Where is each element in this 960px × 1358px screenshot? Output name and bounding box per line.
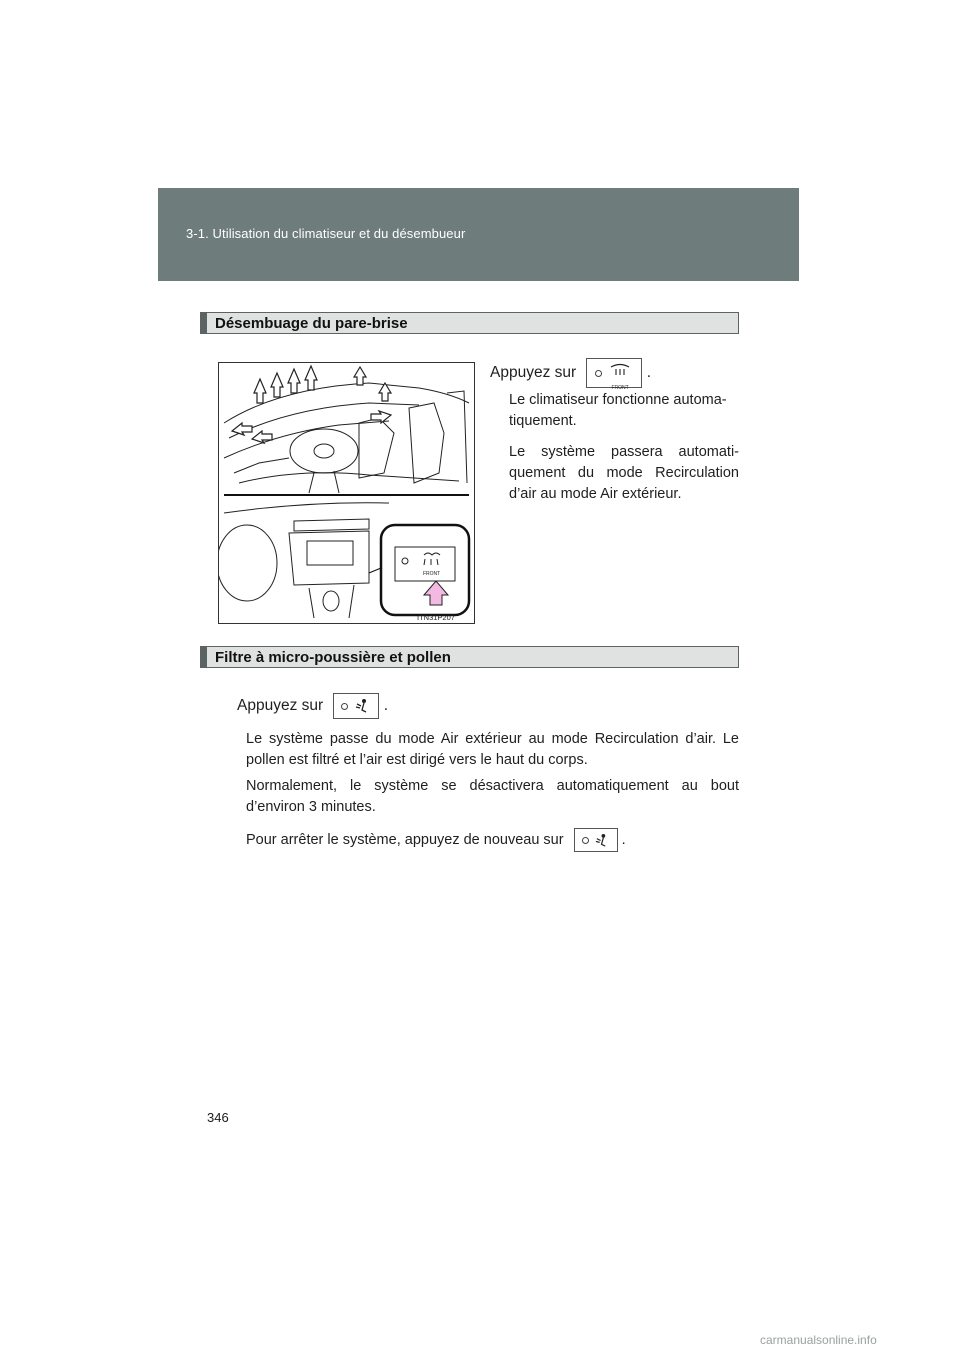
front-defroster-button (586, 358, 642, 391)
defog-paragraph-1 (509, 390, 739, 432)
pollen-filter-button (333, 693, 379, 719)
section-title-defog: Désembuage du pare-brise (215, 315, 408, 332)
indicator-light-icon (341, 703, 348, 710)
defog-paragraph-1-line-1: Le climatiseur fonctionne automa- (509, 392, 727, 408)
breadcrumb: 3-1. Utilisation du climatiseur et du désembueur (186, 226, 466, 241)
windshield-defrost-icon (609, 363, 631, 379)
pollen-paragraph-3 (246, 828, 739, 852)
pollen-paragraph-2-line-1: Normalement, le système se désactivera automatiquement au bout (246, 778, 739, 794)
pollen-paragraph-1 (246, 729, 739, 771)
dashboard-illustration (218, 362, 475, 624)
pollen-paragraph-3-suffix: . (621, 831, 626, 848)
defog-instruction-prefix: Appuyez sur (490, 364, 577, 382)
pollen-paragraph-1-line-1: Le système passe du mode Air extérieur au mode Recirculation d’air. Le (246, 731, 739, 747)
indicator-light-icon (595, 370, 602, 377)
page-number: 346 (207, 1110, 229, 1125)
defog-paragraph-2 (509, 442, 739, 505)
pollen-paragraph-2 (246, 776, 739, 818)
section-title-pollen: Filtre à micro-poussière et pollen (215, 649, 451, 666)
defog-instruction-suffix: . (646, 364, 652, 382)
section-bar-tab (201, 647, 207, 667)
chapter-header (158, 188, 799, 281)
dashboard-illustration-drawing (219, 363, 474, 623)
defog-instruction (490, 358, 652, 391)
upper-body-airflow-icon (594, 833, 609, 848)
defog-paragraph-2-line-3: d’air au mode Air extérieur. (509, 486, 682, 502)
pollen-instruction-prefix: Appuyez sur (237, 697, 324, 715)
watermark: carmanualsonline.info (760, 1333, 877, 1347)
section-title-bar-pollen (200, 646, 739, 668)
pollen-filter-button-inline (574, 828, 618, 852)
pollen-paragraph-3-prefix: Pour arrêter le système, appuyez de nouveau sur (246, 831, 564, 848)
figure-code: ITN31P207 (417, 613, 455, 622)
section-bar-tab (201, 313, 207, 333)
defog-paragraph-2-line-2: quement du mode Recirculation (509, 465, 739, 481)
pollen-paragraph-2-line-2: d’environ 3 minutes. (246, 799, 376, 815)
section-title-bar-defog (200, 312, 739, 334)
upper-body-airflow-icon (354, 698, 370, 714)
pollen-instruction (237, 693, 388, 719)
indicator-light-icon (582, 837, 589, 844)
defog-paragraph-2-line-1: Le système passera automati- (509, 444, 739, 460)
front-defroster-button-label: FRONT (611, 385, 629, 391)
defog-paragraph-1-line-2: tiquement. (509, 413, 577, 429)
pollen-instruction-suffix: . (383, 697, 389, 715)
pollen-paragraph-1-line-2: pollen est filtré et l’air est dirigé vers le haut du corps. (246, 752, 588, 768)
figure-inset-label: FRONT (423, 571, 441, 577)
